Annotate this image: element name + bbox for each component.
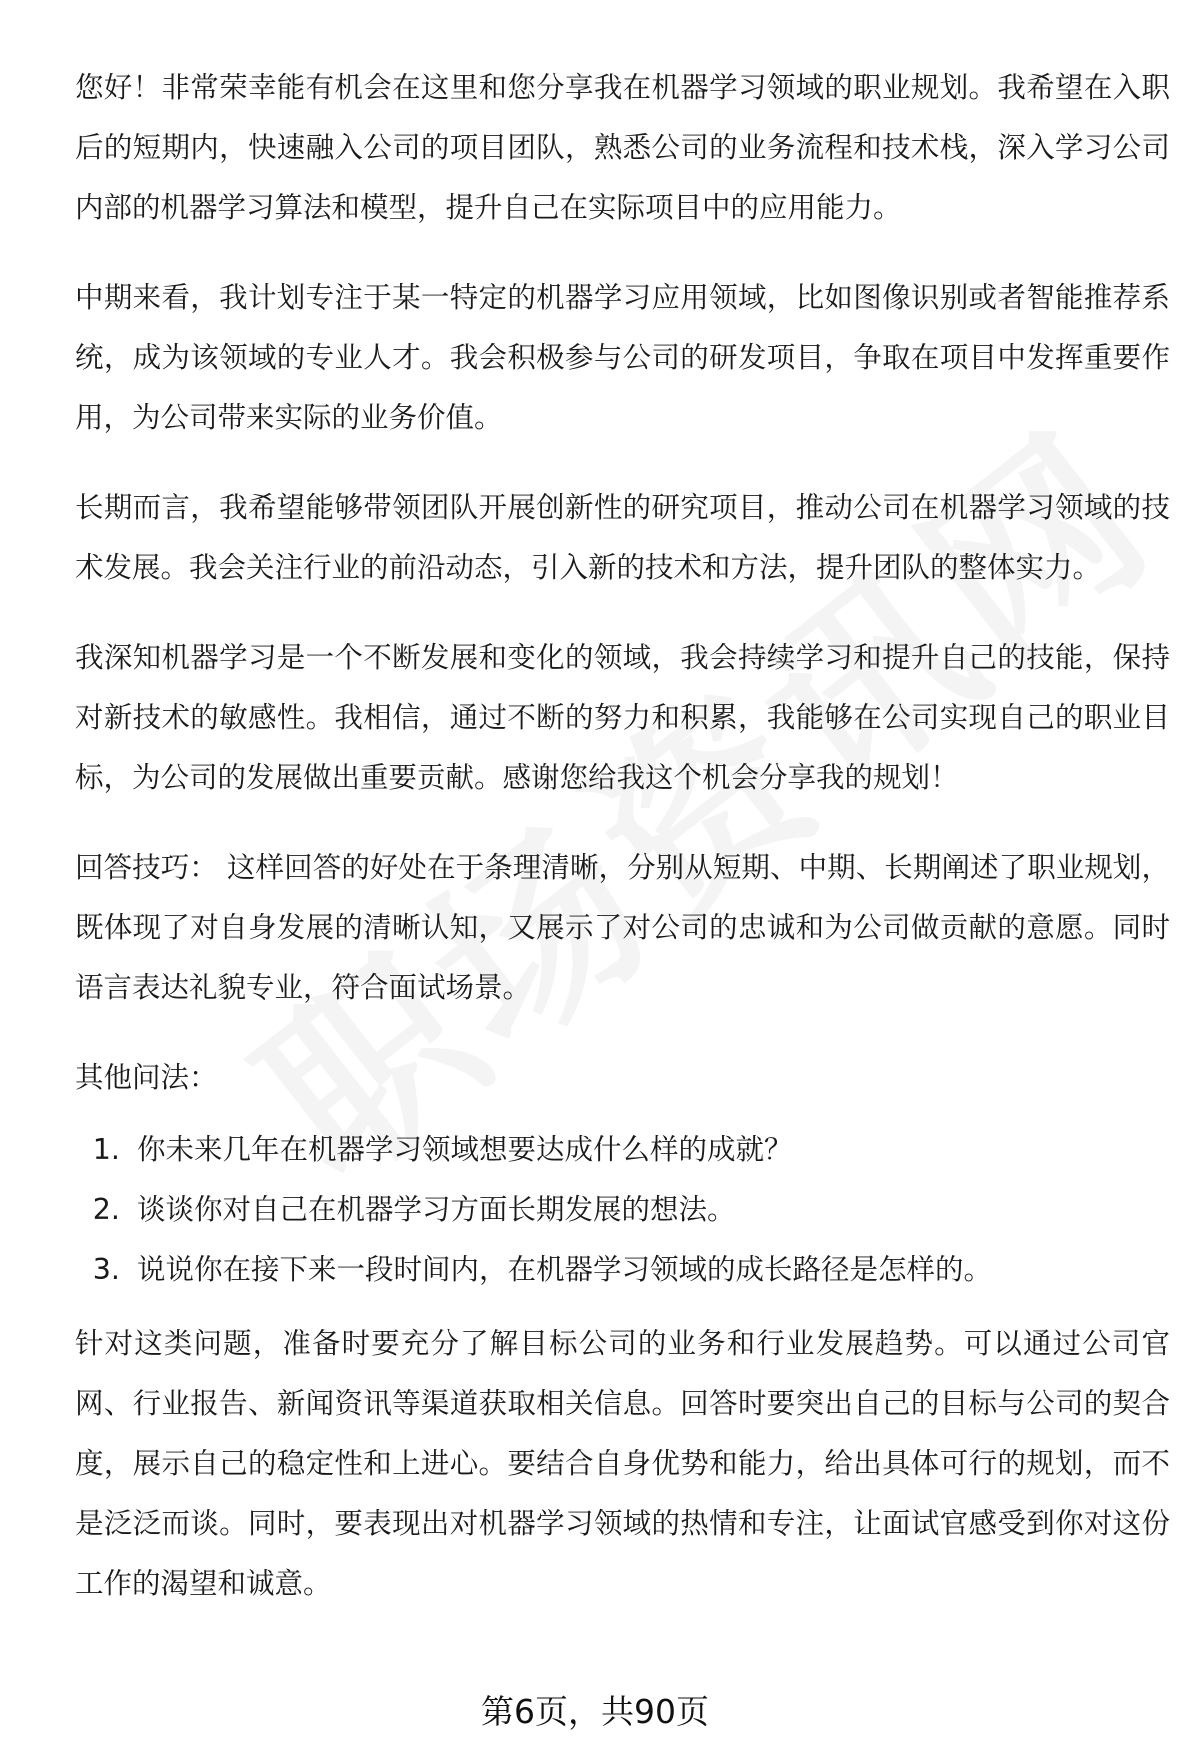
paragraph-closing-advice: 针对这类问题，准备时要充分了解目标公司的业务和行业发展趋势。可以通过公司官网、行业报告、新闻资讯等渠道获取相关信息。回答时要突出自己的目标与公司的契合度，展示自己的稳定性和上进心。要结合自身优势和能力，给出具体可行的规划，而不是泛泛而谈。同时，要表现出对机器学习领域的热情和专注，让面试官感受到你对这份工作的渴望和诚意。: [75, 1327, 1170, 1600]
paragraph-short-term: 您好！非常荣幸能有机会在这里和您分享我在机器学习领域的职业规划。我希望在入职后的短期内，快速融入公司的项目团队，熟悉公司的业务流程和技术栈，深入学习公司内部的机器学习算法和模型，提升自己在实际项目中的应用能力。: [75, 71, 1170, 224]
paragraph-answer-tips: 回答技巧： 这样回答的好处在于条理清晰，分别从短期、中期、长期阐述了职业规划，既体现了对自身发展的清晰认知，又展示了对公司的忠诚和为公司做贡献的意愿。同时语言表达礼貌专业，符合面试场景。: [75, 851, 1170, 1004]
list-item: 2. 谈谈你对自己在机器学习方面长期发展的想法。: [129, 1180, 1170, 1240]
document-body: [75, 58, 1170, 1644]
list-item: 3. 说说你在接下来一段时间内，在机器学习领域的成长路径是怎样的。: [129, 1240, 1170, 1300]
paragraph-conclusion: 我深知机器学习是一个不断发展和变化的领域，我会持续学习和提升自己的技能，保持对新技术的敏感性。我相信，通过不断的努力和积累，我能够在公司实现自己的职业目标，为公司的发展做出重要贡献。感谢您给我这个机会分享我的规划！: [75, 641, 1170, 794]
paragraph-mid-term: 中期来看，我计划专注于某一特定的机器学习应用领域，比如图像识别或者智能推荐系统，成为该领域的专业人才。我会积极参与公司的研发项目，争取在项目中发挥重要作用，为公司带来实际的业务价值。: [75, 281, 1170, 434]
other-questions-label: 其他问法：: [75, 1061, 218, 1094]
page-number: 第6页，共90页: [481, 1692, 709, 1731]
other-questions-list: [75, 1120, 1170, 1300]
list-item: 1. 你未来几年在机器学习领域想要达成什么样的成就？: [129, 1120, 1170, 1180]
paragraph-long-term: 长期而言，我希望能够带领团队开展创新性的研究项目，推动公司在机器学习领域的技术发展。我会关注行业的前沿动态，引入新的技术和方法，提升团队的整体实力。: [75, 491, 1170, 584]
